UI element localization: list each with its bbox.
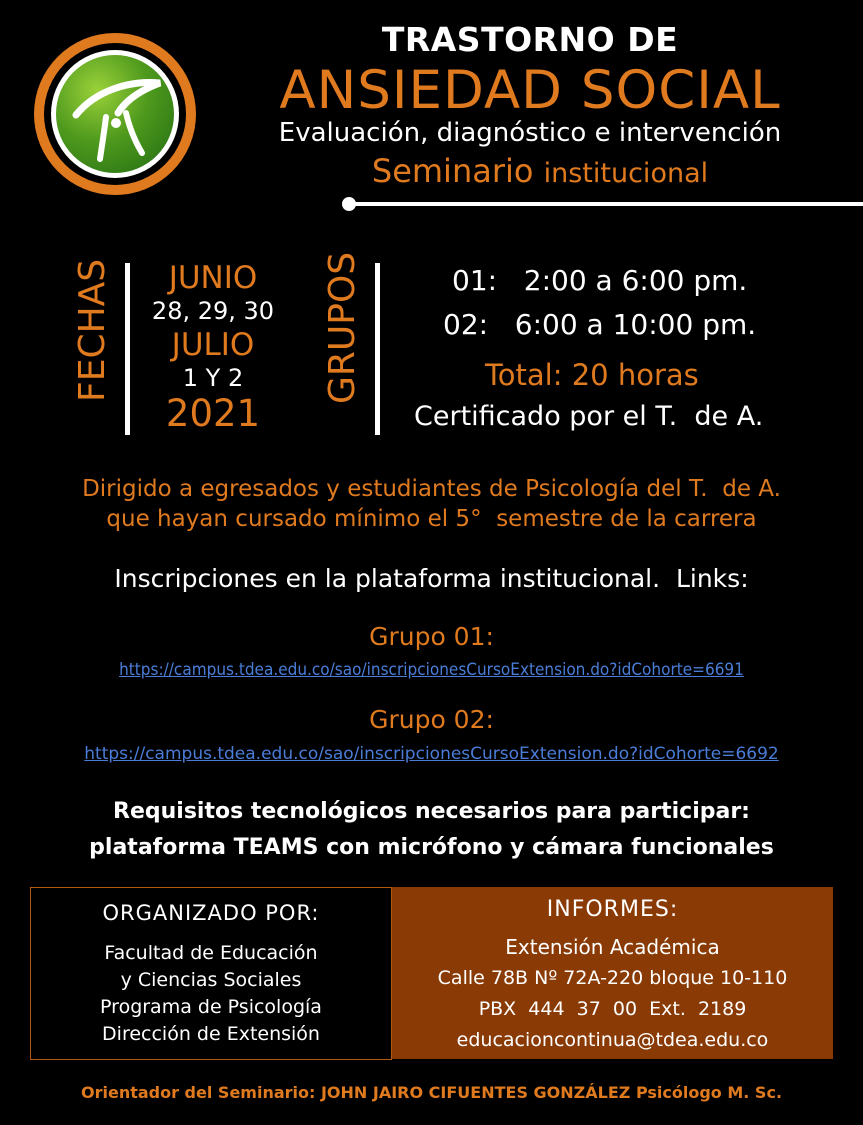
audience-line-2: que hayan cursado mínimo el 5° semestre de la carrera: [106, 506, 757, 532]
fechas-label: FECHAS: [72, 258, 113, 402]
group-2-link[interactable]: https://campus.tdea.edu.co/sao/inscripcionesCursoExtension.do?idCohorte=6692: [84, 744, 779, 764]
logo-figure-icon: [56, 55, 174, 173]
month-june: JUNIO: [168, 260, 258, 296]
organizer-box: [30, 887, 392, 1060]
month-july: JULIO: [171, 327, 255, 363]
days-june: 28, 29, 30: [151, 297, 275, 325]
dates-bar: [125, 263, 130, 435]
info-line-2: Calle 78B Nº 72A-220 bloque 10-110: [437, 967, 788, 989]
logo-emblem: [56, 55, 174, 173]
info-box: [392, 887, 833, 1059]
grupos-label: GRUPOS: [322, 251, 363, 404]
info-title: INFORMES:: [546, 897, 679, 922]
requirements-line-2: plataforma TEAMS con micrófono y cámara funcionales: [89, 835, 774, 860]
info-email[interactable]: educacioncontinua@tdea.edu.co: [456, 1029, 769, 1051]
registration-intro: Inscripciones en la plataforma institucional. Links:: [114, 564, 749, 593]
info-line-1: Extensión Académica: [505, 935, 720, 959]
group-1-time: 01: 2:00 a 6:00 pm.: [452, 264, 748, 297]
dates-list: [138, 260, 288, 436]
days-july: 1 Y 2: [182, 364, 244, 392]
groups-bar: [375, 263, 380, 435]
seminar-main: Seminario: [371, 152, 534, 190]
seminar-small: institucional: [543, 158, 709, 189]
audience: [0, 474, 863, 534]
divider-line: [352, 202, 863, 206]
audience-line-1: Dirigido a egresados y estudiantes de Psicología del T. de A.: [82, 476, 781, 502]
certificate: Certificado por el T. de A.: [414, 401, 764, 432]
organizer-line-3: Programa de Psicología: [100, 996, 322, 1018]
title-line-1: TRASTORNO DE: [381, 20, 679, 59]
organizer-title: ORGANIZADO POR:: [102, 901, 320, 925]
group-1-link[interactable]: https://campus.tdea.edu.co/sao/inscripcionesCursoExtension.do?idCohorte=6691: [119, 660, 744, 680]
requirements-line-1: Requisitos tecnológicos necesarios para participar:: [113, 799, 750, 824]
group-1-label: Grupo 01:: [369, 622, 494, 651]
seminar-label: [340, 152, 740, 190]
subtitle: Evaluación, diagnóstico e intervención: [278, 118, 782, 148]
organizer-line-1: Facultad de Educación: [104, 942, 318, 964]
info-line-3: PBX 444 37 00 Ext. 2189: [478, 998, 747, 1020]
groups-list: [400, 260, 830, 432]
group-2-time: 02: 6:00 a 10:00 pm.: [443, 308, 757, 341]
footer-orientador: Orientador del Seminario: JOHN JAIRO CIFUENTES GONZÁLEZ Psicólogo M. Sc.: [80, 1083, 783, 1102]
title-line-2: ANSIEDAD SOCIAL: [279, 60, 781, 121]
requirements: [0, 794, 863, 866]
group-2-label: Grupo 02:: [369, 705, 494, 734]
year: 2021: [165, 392, 261, 435]
total-hours: Total: 20 horas: [485, 358, 699, 392]
organizer-line-2: y Ciencias Sociales: [120, 969, 302, 991]
organizer-line-4: Dirección de Extensión: [102, 1023, 320, 1045]
